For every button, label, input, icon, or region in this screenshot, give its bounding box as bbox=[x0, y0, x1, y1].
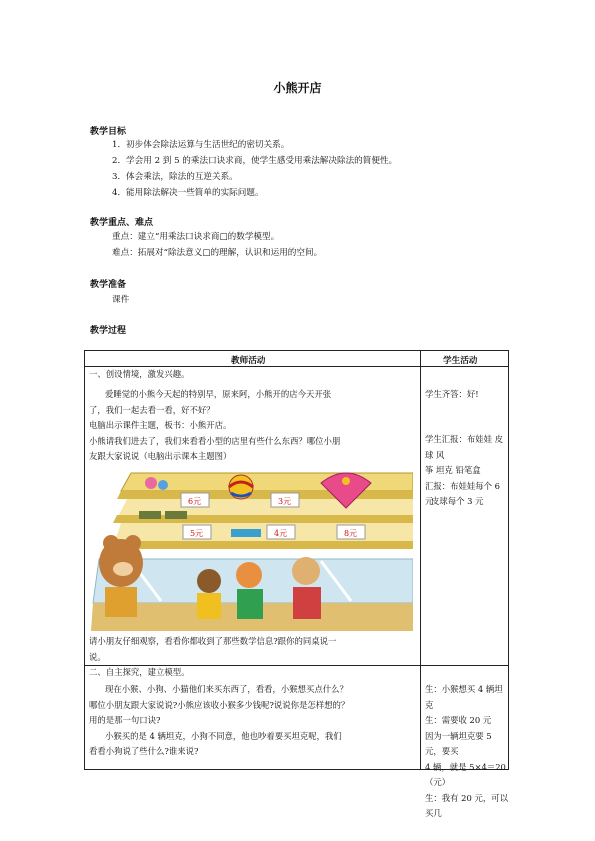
text-line: 现在小猴、小狗、小猫他们来买东西了，看看，小猴想买点什么？ bbox=[105, 684, 348, 694]
price-label: 3元 bbox=[278, 497, 292, 506]
student-text: 皮球每个 3 元 bbox=[431, 496, 484, 506]
text-line: 学生汇报：布娃娃 皮球 风 bbox=[425, 434, 504, 460]
text-line: 生：我有 20 元，可以买几 bbox=[425, 792, 508, 818]
monkey-icon bbox=[197, 569, 221, 593]
text-line: 爱睡觉的小熊今天起的特别早，原来阿，小熊开的店今天开张 bbox=[105, 389, 332, 399]
teacher-text bbox=[89, 682, 349, 760]
goal-item: 1．初步体会除法运算与生活世纪的密切关系。 bbox=[112, 140, 290, 150]
text-line: 4 辆，就是 5×4＝20（元） bbox=[425, 761, 506, 787]
section-title: 一、创设情境，激发兴趣。 bbox=[89, 369, 190, 379]
dog-body bbox=[293, 587, 321, 619]
keys-heading: 教学重点、难点 bbox=[90, 218, 154, 228]
shop-illustration bbox=[91, 463, 413, 631]
text-line: 筝 坦克 铅笔盒 bbox=[425, 465, 481, 475]
text-line: 哪位小朋友跟大家说说?小熊应该收小猴多少钱呢?说说你是怎样想的？ bbox=[89, 699, 350, 710]
text-line: 小猴买的是 4 辆坦克，小狗不同意，他也吵着要买坦克呢，我们 bbox=[105, 730, 342, 741]
bear-ear bbox=[103, 535, 119, 551]
teacher-text bbox=[89, 634, 336, 665]
price-label: 4元 bbox=[274, 529, 288, 538]
bear-ear bbox=[125, 535, 141, 551]
prep-item: 课件 bbox=[112, 295, 130, 305]
shelf-back bbox=[119, 499, 413, 515]
text-line: 生：需要收 20 元 bbox=[425, 715, 492, 725]
student-text: 学生齐答：好! bbox=[425, 389, 479, 399]
price-label: 8元 bbox=[344, 529, 358, 538]
column-divider bbox=[420, 351, 421, 769]
text-line: 因为一辆坦克要 5 元，要买 bbox=[425, 730, 492, 756]
text-line: 小熊请我们进去了，我们来看看小型的店里有些什么东西？哪位小朋 bbox=[89, 435, 341, 446]
text-line: 看看小狗说了些什么?谁来说? bbox=[89, 746, 199, 756]
goal-item: 3．体会乘法，除法的互逆关系。 bbox=[112, 172, 238, 182]
text-line: 了，我们一起去看一看，好不好？ bbox=[89, 404, 215, 415]
goal-item: 4．能用除法解决一些简单的实际问题。 bbox=[112, 188, 264, 198]
prep-heading: 教学准备 bbox=[90, 280, 127, 290]
shelf-edge bbox=[117, 491, 413, 499]
cat-body bbox=[237, 589, 263, 619]
doll-icon bbox=[145, 477, 157, 489]
col-header-student: 学生活动 bbox=[443, 356, 478, 366]
shelf-edge bbox=[107, 541, 413, 549]
key-point: 重点：建立“用乘法口诀求商□的数学模型。 bbox=[112, 232, 280, 242]
monkey-body bbox=[197, 593, 221, 619]
page-title: 小熊开店 bbox=[273, 81, 322, 95]
bear-muzzle bbox=[113, 562, 133, 576]
teacher-text bbox=[89, 387, 340, 465]
col-header-teacher: 教师活动 bbox=[231, 356, 266, 366]
price-label: 6元 bbox=[188, 497, 202, 506]
process-heading: 教学过程 bbox=[90, 326, 127, 336]
pencil-box-icon bbox=[231, 529, 261, 537]
price-label: 5元 bbox=[190, 529, 204, 538]
doll-icon bbox=[158, 480, 168, 490]
text-line: 电脑出示课件主题，板书：小熊开店。 bbox=[89, 420, 232, 430]
dog-icon bbox=[292, 557, 320, 585]
bear-body bbox=[105, 587, 137, 617]
difficult-point: 难点：拓展对“除法意义□的理解，认识和运用的空间。 bbox=[112, 248, 323, 258]
text-line: 生：小猴想买 4 辆坦克 bbox=[425, 684, 503, 710]
tank-icon bbox=[139, 511, 161, 519]
text-line: 说。 bbox=[89, 651, 106, 662]
text-line: 友跟大家说说（电脑出示课本主题图） bbox=[89, 451, 232, 461]
goals-heading: 教学目标 bbox=[90, 127, 127, 137]
kite-decor bbox=[342, 477, 350, 485]
text-line: 请小朋友仔细观察，看看你都收到了那些数学信息?跟你的同桌说一 bbox=[89, 636, 337, 646]
section-title: 二、自主探究，建立模型。 bbox=[89, 667, 190, 677]
goal-item: 2．学会用 2 到 5 的乘法口诀求商，使学生感受用乘法解决除法的简便性。 bbox=[112, 156, 398, 166]
student-text bbox=[425, 682, 508, 822]
tank-icon bbox=[165, 511, 187, 519]
text-line: 汇报：布娃娃每个 6 元 bbox=[425, 480, 500, 506]
shelf-back bbox=[115, 523, 413, 541]
cat-icon bbox=[236, 562, 262, 588]
text-line: 用的是那一句口诀? bbox=[89, 715, 161, 725]
